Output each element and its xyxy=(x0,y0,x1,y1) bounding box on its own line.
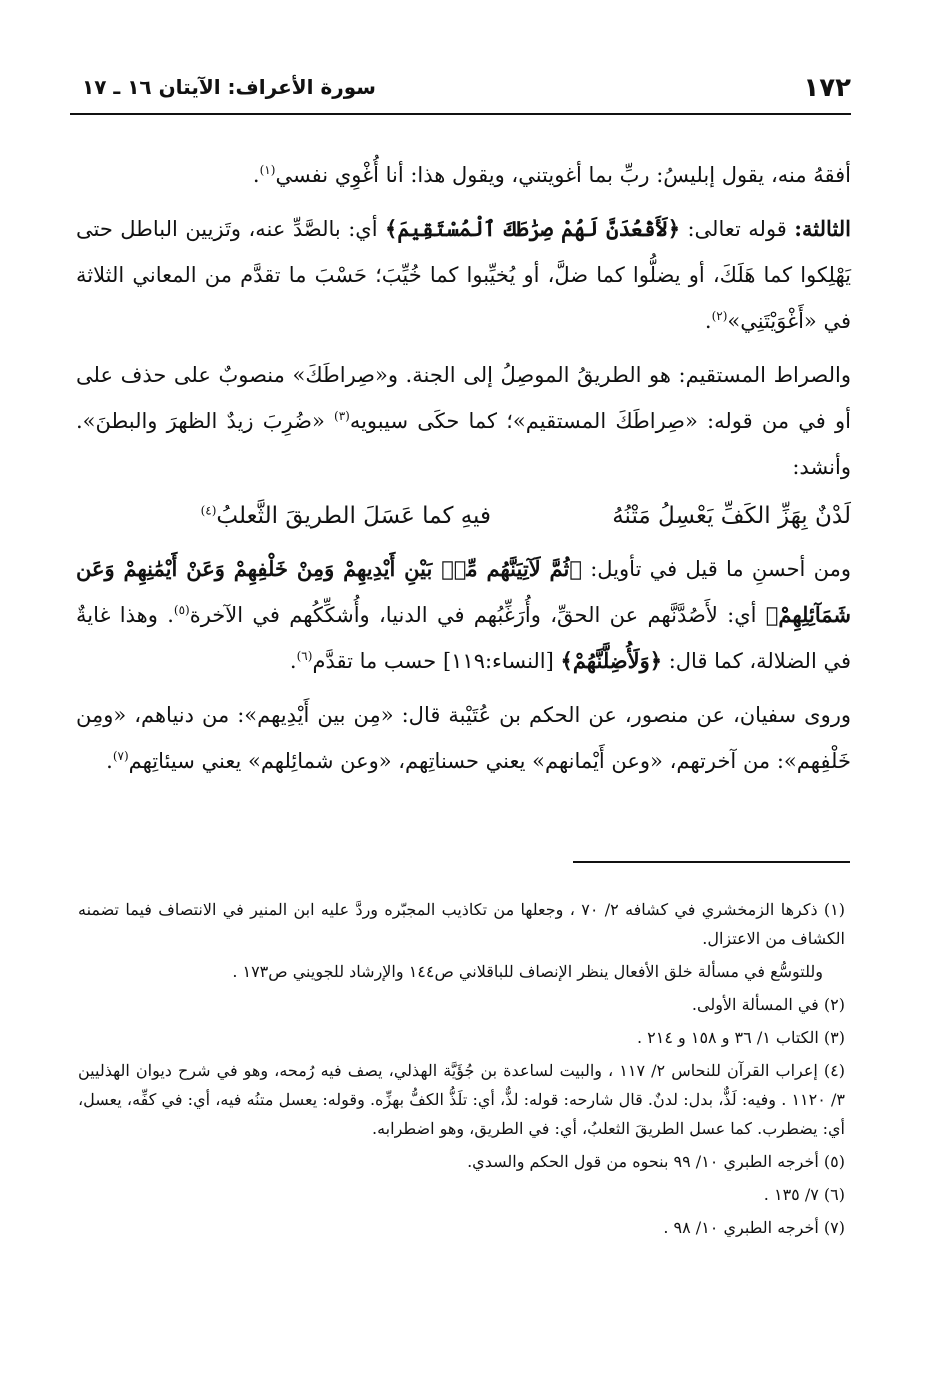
paragraph-text: «ضُرِبَ زيدٌ الظهرَ والبطنَ». وأنشد: xyxy=(76,409,851,479)
footnote-7: (٧) أخرجه الطبري ١٠/ ٩٨ . xyxy=(663,1218,845,1237)
verse-text: لَدْنٌ بِهَزِّ الكَفِّ يَعْسِلُ مَتْنُهُ xyxy=(612,503,851,529)
footnote-2: (٢) في المسألة الأولى. xyxy=(691,995,845,1014)
footnote-3: (٣) الكتاب ١/ ٣٦ و ١٥٨ و ٢١٤ . xyxy=(637,1028,845,1047)
poetry-verse xyxy=(76,494,851,538)
footnote-ref[interactable]: (٢) xyxy=(711,309,728,323)
verse-first-hemistich xyxy=(612,494,851,538)
footnote-ref[interactable]: (١) xyxy=(259,163,276,177)
running-header xyxy=(82,66,851,106)
page-number: ١٧٢ xyxy=(803,73,851,103)
quran-quote: ﴿وَلَأُضِلَّنَّهُمْ﴾ xyxy=(560,648,663,673)
paragraph-1 xyxy=(76,152,851,198)
paragraph-2 xyxy=(76,206,851,344)
paragraph-end: . xyxy=(704,309,712,333)
footnote-separator xyxy=(573,861,850,863)
footnote-1: (١) ذكرها الزمخشري في كشافه ٢/ ٧٠ ، وجعلها من تكاذيب المجبّره وردَّ عليه ابن المنير في الانتصاف فيما تضمنه الكشاف من الاعتزال. xyxy=(78,900,846,948)
paragraph-4 xyxy=(76,546,851,684)
footnote-4: (٤) إعراب القرآن للنحاس ٢/ ١١٧ ، والبيت لساعدة بن جُؤَيَّة الهذلي، يصف فيه رُمحه، وهو في شرح ديوان الهذليين ٣/ ١١٢٠ . وفيه: لَذٌّ، بدل: لدنٌ. قال شارحه: قوله: لذٌّ، أي: تلَذُّ الكفُّ بهزِّه. وقوله: يعسل متنُه فيه، أي: في كفِّه، يعسل، أي: يضطرب. كما عسل الطريقَ الثعلبُ، أي: في الطريق، وهو اضطرابه. xyxy=(78,1061,845,1138)
main-text xyxy=(76,152,851,784)
footnote-ref[interactable]: (٤) xyxy=(200,503,217,518)
paragraph-text: والصراط المستقيم: هو الطريقُ الموصِلُ إلى الجنة. و«صِراطَكَ» منصوبٌ على حذف على أو في من قوله: «صِراطَكَ المستقيم»؛ كما حكَى سيبويه xyxy=(76,363,852,433)
header-rule xyxy=(70,113,851,115)
paragraph-end: . xyxy=(289,649,297,673)
paragraph-text: . وهذا غايةٌ في الضلالة، كما قال: xyxy=(76,603,851,673)
footnote-6: (٦) ٧/ ١٣٥ . xyxy=(763,1185,845,1204)
running-title: سورة الأعراف: الآيتان ١٦ ـ ١٧ xyxy=(82,75,376,99)
section-lead: الثالثة: xyxy=(794,216,852,241)
footnotes xyxy=(78,895,845,1246)
paragraph-text: أفقهُ منه، يقول إبليسُ: ربِّ بما أغويتني، ويقول هذا: أنا أُغْوِي نفسي xyxy=(275,163,851,187)
footnote-ref[interactable]: (٣) xyxy=(334,409,350,423)
paragraph-end: . xyxy=(252,163,260,187)
paragraph-text: وروى سفيان، عن منصور، عن الحكم بن عُتَيْبة قال: «مِن بين أَيْدِيهم»: من دنياهم، «ومِن خَلْفِهم»: من آخرتهم، «وعن أَيْمانهم» يعني حسناتِهم، «وعن شمائِلهم» يعني سيئاتِهم xyxy=(76,703,851,773)
footnote-ref[interactable]: (٧) xyxy=(112,749,129,763)
paragraph-text: ومن أحسنِ ما قيل في تأويل: xyxy=(581,557,851,581)
paragraph-text: أي: بالصَّدِّ عنه، وتَزيين الباطل حتى يَهْلِكوا كما هَلَكَ، أو يضلُّوا كما ضلَّ، أو يُخيِّبوا كما خُيِّبَ؛ حَسْبَ ما تقدَّم من المعاني الثلاثة في «أَغْوَيْتَنِي» xyxy=(76,217,851,333)
paragraph-text: [النساء:١١٩] حسب ما تقدَّم xyxy=(312,649,561,673)
paragraph-3 xyxy=(76,352,851,490)
footnote-ref[interactable]: (٥) xyxy=(173,603,190,617)
quran-quote: ﴿لَأَقْعُدَنَّ لَهُمْ صِرَٰطَكَ ٱلْمُسْتَقِيمَ﴾ xyxy=(385,216,681,241)
paragraph-text: قوله تعالى: xyxy=(680,217,795,241)
footnote-1-continued: وللتوسُّع في مسألة خلق الأفعال ينظر الإنصاف للباقلاني ص١٤٤ والإرشاد للجويني ص١٧٣ . xyxy=(232,962,823,981)
paragraph-5 xyxy=(76,692,851,784)
verse-second-hemistich xyxy=(201,494,491,538)
verse-text: فيهِ كما عَسَلَ الطريقَ الثَّعلبُ xyxy=(216,503,491,529)
quran-quote: ﴿ثُمَّ لَآتِيَنَّهُم مِّنۢ بَيْنِ أَيْدِيهِمْ وَمِنْ خَلْفِهِمْ وَعَنْ أَيْمَٰنِهِمْ وَعَن شَمَآئِلِهِمْ﴾ xyxy=(76,556,851,627)
paragraph-end: . xyxy=(106,749,113,773)
footnote-5: (٥) أخرجه الطبري ١٠/ ٩٩ بنحوه من قول الحكم والسدي. xyxy=(467,1152,845,1171)
paragraph-text: أي: لأَصُدَّنَّهم عن الحقِّ، وأُرَغِّبُهم في الدنيا، وأُشكِّكُهم في الآخرة xyxy=(189,603,766,627)
footnote-ref[interactable]: (٦) xyxy=(296,649,313,663)
